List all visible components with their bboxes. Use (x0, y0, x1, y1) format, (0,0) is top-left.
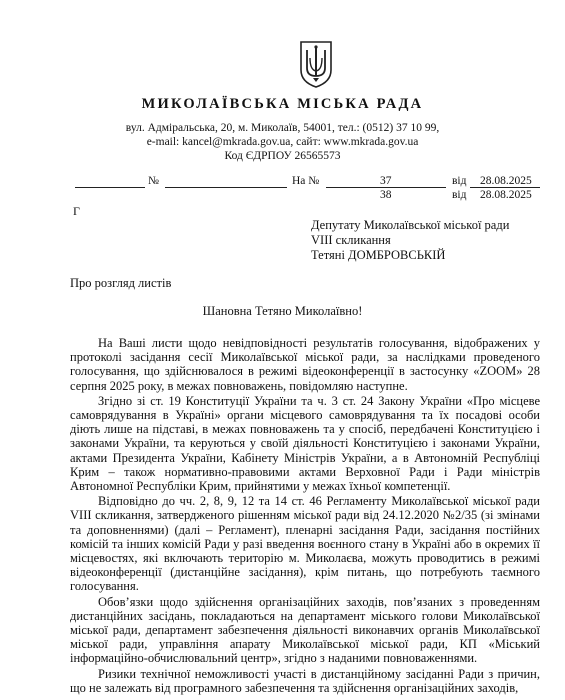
on-number-value: 37 (380, 175, 392, 187)
reference-row (0, 175, 565, 205)
addressee-line-1: Депутату Миколаївської міської ради (311, 218, 510, 232)
paragraph: Ризики технічної неможливості участі в дистанційному засіданні Ради з причин, що не залежать від програмного забезпечення та здійснення організаційних заходів, (70, 666, 540, 695)
paragraph: Відповідно до чч. 2, 8, 9, 12 та 14 ст. 46 Регламенту Миколаївської міської ради VIII скликання, затвердженого рішенням міської ради від 24.12.2020 №2/35 (зі змінами та доповненнями) (далі – Регламент), пленарні засідання Ради, засідання постійних комісій та інших комісій Ради у разі введення воєнного стану в Україні або в окремих її місцевостях, які включають територію м. Миколаєва, можуть проводитись в режимі відеоконференції (дистанційне засідання), крім питань, що потребують таємного голосування. (70, 494, 540, 594)
coat-of-arms-icon (299, 40, 333, 88)
addressee-line-3: Тетяні ДОМБРОВСЬКІЙ (311, 248, 446, 262)
on-number-label: На № (292, 175, 320, 187)
outgoing-date-line (165, 187, 287, 188)
number-sign: № (148, 175, 159, 187)
on-number-value-2: 38 (380, 189, 392, 201)
salutation: Шановна Тетяно Миколаївно! (202, 304, 363, 318)
letter-body (70, 336, 540, 696)
org-title: МИКОЛАЇВСЬКА МІСЬКА РАДА (141, 96, 424, 112)
letter-subject: Про розгляд листів (70, 276, 172, 290)
addressee-block (311, 218, 509, 263)
from-date-2: 28.08.2025 (480, 189, 532, 201)
paragraph: Згідно зі ст. 19 Конституції України та ч. 3 ст. 24 Закону України «Про місцеве самоврядування в Україні» органи місцевого самоврядування та їх посадові особи діють лише на підставі, в межах повноважень та у спосіб, передбачені Конституцією і законами України, та керуються у своїй діяльності Конституцією і законами України, актами Президента України, Кабінету Міністрів України, а в Автономній Республіці Крим – також нормативно-правовими актами Верховної Ради і Ради міністрів Автономної Республіки Крим, прийнятими у межах їхньої компетенції. (70, 393, 540, 494)
paragraph: На Ваші листи щодо невідповідності результатів голосування, відображених у протоколі засідання сесії Миколаївської міської ради, за наслідками проведеного голосування, що здійснювалося в режимі відеоконференції в застосунку «ZOOM» 28 серпня 2025 року, в межах повноважень, повідомляю наступне. (70, 336, 540, 393)
org-address: вул. Адміральська, 20, м. Миколаїв, 54001, тел.: (0512) 37 10 99, (125, 122, 440, 134)
org-contacts: e-mail: kancel@mkrada.gov.ua, сайт: www.mkrada.gov.ua (146, 136, 419, 148)
from-date: 28.08.2025 (480, 175, 532, 187)
paragraph: Обов’язки щодо здійснення організаційних заходів, пов’язаних з проведенням дистанційних засідань, покладаються на департамент міського голови Миколаївської міської ради, департамент забезпечення діяльності виконавчих органів Миколаївської міської ради, управління апарату Миколаївської міської ради, КП «Міський інформаційно-обчислювальний центр», згідно з наданими повноваженнями. (70, 594, 540, 666)
from-label-2: від (452, 189, 467, 201)
addressee-line-2: VIII скликання (311, 233, 391, 247)
outgoing-number-line (75, 187, 145, 188)
from-label: від (452, 175, 467, 187)
org-edrpou: Код ЄДРПОУ 26565573 (224, 150, 341, 162)
corner-mark: Г (73, 204, 80, 218)
